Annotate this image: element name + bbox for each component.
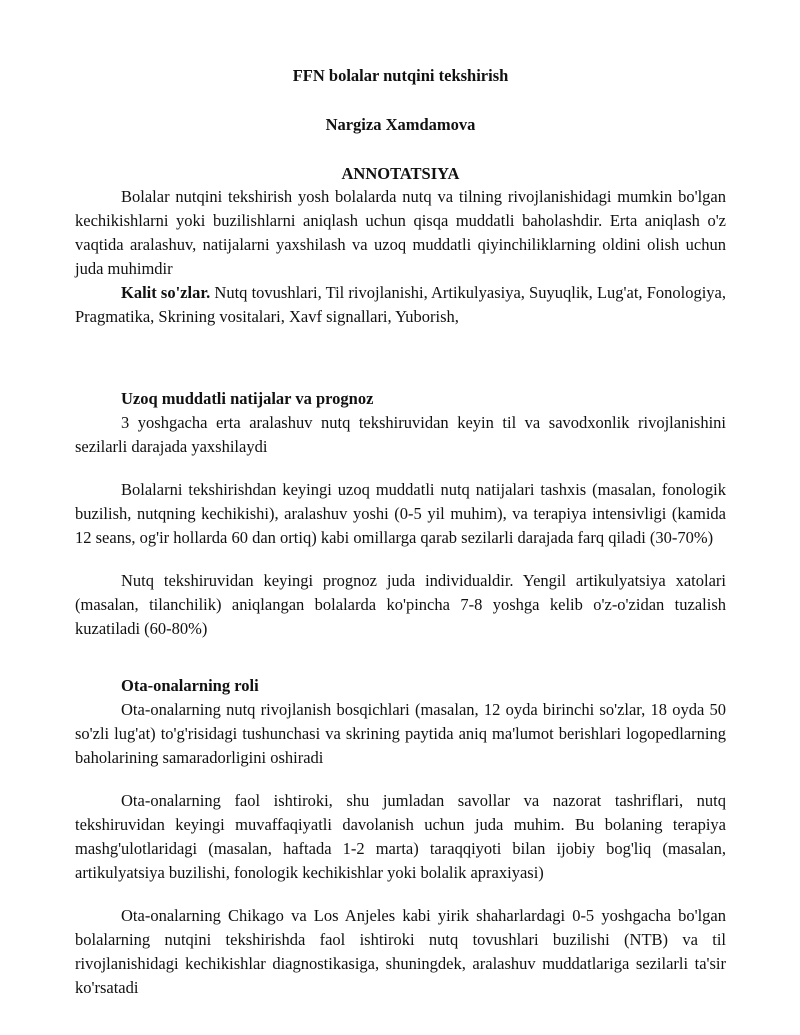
section-paragraph: Ota-onalarning Chikago va Los Anjeles kabi yirik shaharlardagi 0-5 yoshgacha bo'lgan bolalarning nutqini tekshirishda faol ishtiroki nutq tovushlari buzilishi (NTB) va til rivojlanishidagi kechikishlar diagnostikasiga, shuningdek, aralashuv muddatlariga sezilarli ta'sir ko'rsatadi xyxy=(75,906,726,997)
keywords-paragraph xyxy=(75,281,726,329)
annotation-paragraph: Bolalar nutqini tekshirish yosh bolalarda nutq va tilning rivojlanishidagi mumkin bo'lgan kechikishlarni yoki buzilishlarni aniqlash uchun qisqa muddatli baholashdir. Erta aniqlash o'z vaqtida aralashuv, natijalarni yaxshilash va uzoq muddatli qiyinchiliklarning oldini olish uchun juda muhimdir xyxy=(75,187,726,278)
section-paragraph: Nutq tekshiruvidan keyingi prognoz juda individualdir. Yengil artikulyatsiya xatolari (masalan, tilanchilik) aniqlangan bolalarda ko'pincha 7-8 yoshga kelib o'z-o'zidan tuzalish kuzatiladi (60-80%) xyxy=(75,571,726,638)
keywords-list: Nutq tovushlari, Til rivojlanishi, Artikulyasiya, Suyuqlik, Lug'at, Fonologiya, Pragmatika, Skrining vositalari, Xavf signallari, Yuborish, xyxy=(75,283,726,326)
section-paragraph: Ota-onalarning faol ishtiroki, shu jumladan savollar va nazorat tashriflari, nutq tekshiruvidan keyingi muvaffaqiyatli davolanish uchun juda muhim. Bu bolaning terapiya mashg'ulotlaridagi (masalan, haftada 1-2 marta) taraqqiyoti bilan ijobiy bog'liq (masalan, artikulyatsiya buzilishi, fonologik kechikishlar yoki bolalik apraxiyasi) xyxy=(75,791,726,882)
section-paragraph: Bolalarni tekshirishdan keyingi uzoq muddatli nutq natijalari tashxis (masalan, fonologik buzilish, nutqning kechikishi), aralashuv yoshi (0-5 yil muhim), va terapiya intensivligi (kamida 12 seans, og'ir hollarda 60 dan ortiq) kabi omillarga qarab sezilarli darajada farq qiladi (30-70%) xyxy=(75,480,726,547)
annotation-heading: ANNOTATSIYA xyxy=(341,164,460,183)
section-heading-outcomes: Uzoq muddatli natijalar va prognoz xyxy=(121,389,374,408)
section-paragraph: 3 yoshgacha erta aralashuv nutq tekshiruvidan keyin til va savodxonlik rivojlanishini sezilarli darajada yaxshilaydi xyxy=(75,413,726,456)
document-title: FFN bolalar nutqini tekshirish xyxy=(292,66,509,85)
section-heading-parents-role: Ota-onalarning roli xyxy=(121,676,259,695)
keywords-label: Kalit so'zlar. xyxy=(121,283,211,302)
author-name: Nargiza Xamdamova xyxy=(325,115,476,134)
section-paragraph: Ota-onalarning nutq rivojlanish bosqichlari (masalan, 12 oyda birinchi so'zlar, 18 oyda 50 so'zli lug'at) to'g'risidagi tushunchasi va skrining paytida aniq ma'lumot berishlari logopedlarning baholarining samaradorligini oshiradi xyxy=(75,700,726,767)
